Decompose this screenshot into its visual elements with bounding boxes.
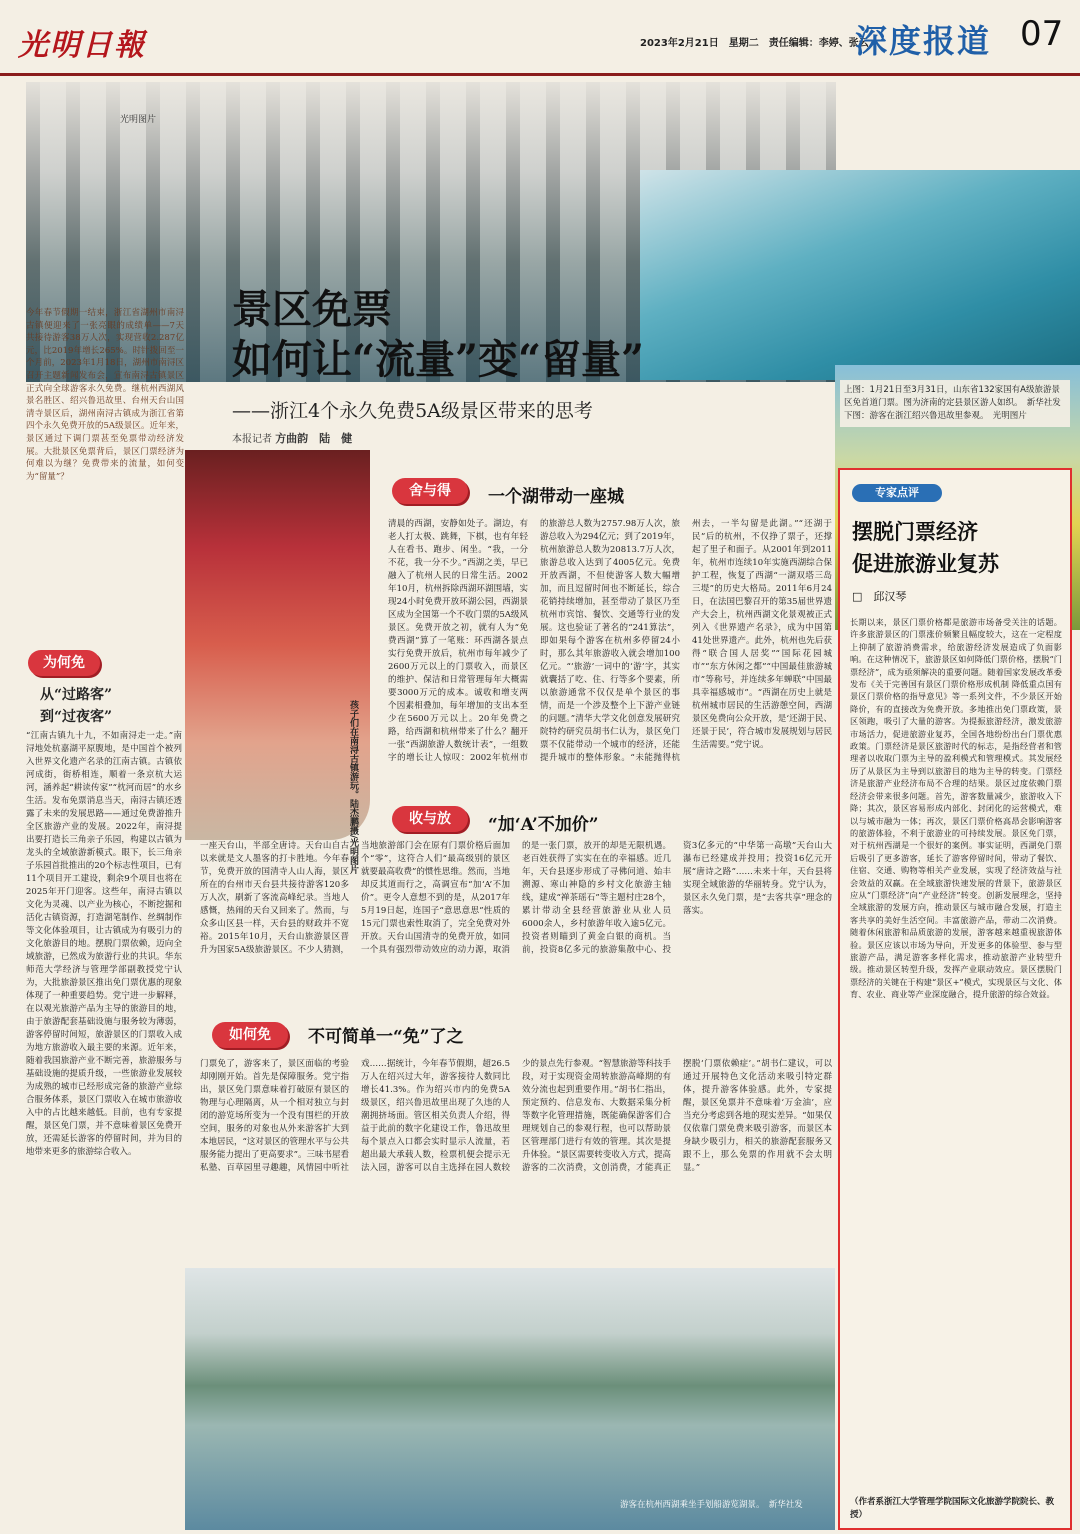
section-heading-why-line2: 到“过夜客” xyxy=(40,709,113,725)
section-heading-add-a: “加‘A’不加价” xyxy=(488,815,599,835)
byline xyxy=(232,430,352,446)
photo-caption-right: 上图：1月21日至3月31日，山东省132家国有A级旅游景区免首道门票。图为济南的定县景区游人如织。 新华社发 下图：游客在浙江绍兴鲁迅故里参观。 光明图片 xyxy=(840,380,1070,427)
kids-photo-caption: 孩子们在南浔古镇游玩。陆杰鹏摄/光明图片 xyxy=(348,700,358,875)
section-badge-why: 为何免 xyxy=(28,650,100,676)
masthead xyxy=(0,0,1080,76)
expert-author: □ 邱汉琴 xyxy=(852,590,907,603)
section-heading-why xyxy=(40,684,190,728)
expert-badge: 专家点评 xyxy=(852,484,942,502)
article-subtitle: ——浙江4个永久免费5A级景区带来的思考 xyxy=(232,400,593,422)
section-text-add-a: 一座天台山，半部全唐诗。天台山自古以来就是文人墨客的打卡胜地。今年春节，免费开放的国清寺人山人海，景区所在的台州市天台县共接待游客120多万人次，刷新了客流高峰纪录。当地人感慨，热闹的天台又回来了。然而，与众多山区县一样，天台县的财政并不宽裕。2015年10月，天台山旅游景区晋升为国家5A级旅游景区。不少人猜测，当地旅游部门会在原有门票价格后面加个“零”，这符合人们“最高级别的景区就要最高收费”的惯性思维。然而，当地却反其道而行之，高调宣布“加‘A’不加价”。更令人意想不到的是，从2017年5月19日起，连国子“意思意思”性质的15元门票也索性取消了，完全免费对外开放。天台山国清寺的免费开放，如同一个具有强烈带动效应的动力源，取消的是一张门票，放开的却是无限机遇。老百姓获得了实实在在的幸福感。近几年，天台县逐步形成了寻佛问道、始丰溯源、寒山神隐的乡村文化旅游主轴线，建成“禅茶瑶石”等主题村庄28个，累计带动全县经营旅游业从业人员6000余人，乡村旅游年收入逾5亿元。投资者则瞄到了黄金白银的商机。当前，投资8亿多元的旅游集散中心、投资3亿多元的“中华第一高墩”天台山大瀑布已经建成并投用；投资16亿元开展“唐诗之路”……未来十年，天台县将实现全域旅游的华丽转身。党宁认为，景区永久免门票，是“去客共享”理念的落实。 xyxy=(200,841,832,955)
section-text-how: 门票免了，游客来了，景区面临的考验却刚刚开始。首先是保障服务。党宁指出，景区免门票意味着打破原有景区的物理与心理隔离，从一个相对独立与封闭的游览场所变为一个没有围栏的开放空间，服务的对象也从外来游客扩大到本地居民，“这对景区的管理水平与公共服务能力提出了更高要求”。三味书屋看私塾、百草园里寻趣趣，风情园中听社戏……据统计，今年春节假期，超26.5万人在绍兴过大年，游客接待人数同比增长41.3%。作为绍兴市内的免费5A级景区，绍兴鲁迅故里出现了久违的人潮拥挤场面。管区相关负责人介绍，得益于此前的数字化建设工作，鲁迅故里每个景点入口都会实时显示人流量，若超出最大承载人数，检票机便会提示无法入园，游客可以自主选择在园人数较少的景点先行参观。“智慧旅游等科技手段，对于实现资金周转旅游高峰期的有效分流也起到重要作用。”胡书仁指出，预定预约、信息发布、大数据采集分析等数字化管理措施，既能确保游客们合理规划自己的参观行程，也可以帮助景区管理部门进行有效的管理。其次是提升体验。“景区需要转变收入方式，提高游客的二次消费，文创消费，才能真正摆脱‘门票依赖症’。”胡书仁建议，可以通过开展特色文化活动来吸引特定群体，提升游客体验感。此外，专家提醒，景区免票并不意味着‘万金油’，应当充分考虑到各地的现实差异。“如果仅仅依靠门票免费来吸引游客，而景区本身缺少吸引力，相关的旅游配套服务又跟不上，那么免票的作用就不会太明显。” xyxy=(200,1059,832,1173)
expert-title-line1: 摆脱门票经济 xyxy=(852,519,978,544)
section-text-why: “江南古镇九十九，不如南浔走一走。”南浔地处杭嘉湖平原腹地，是中国首个被列入世界文化遗产名录的江南古镇。古镇依河成街，街桥相连，顺着一条京杭大运河，涵养起“耕读传家”“枕河而居”的水乡生活。发布免票消息当天，南浔古镇还透露了未来的发展思路——通过免费游推升全区旅游产业的发展。2022年，南浔提出要打造长三角亲子乐园，构建以古镇为龙头的全域旅游新模式。眼下，长三角亲子乐园首批推出的20个标志性项目，已有11个项目开工建设，剩余9个项目也将在2025年开门迎客。这些年，南浔古镇以文化为灵魂、以产业为核心，不断挖掘和活化古镇资源，打造湖笔制作、丝绸制作等文化体验项目，让古镇成为有吸引力的文化旅游目的地。摆脱门票依赖，迈向全域旅游，已然成为旅游行业的共识。华东师范大学经济与管理学部副教授党宁认为，大批旅游景区推出免门票优惠的现象体现了一种重要趋势。党宁进一步解释，在以观光旅游产品为主导的旅游目的地，由于旅游配套基础设施与服务较为薄弱，游客停留时间短，旅游景区的门票收入成为地方旅游收入最主要的来源。近年来，随着我国旅游产业不断完善，旅游服务与基础设施的提质升级，一些旅游业发展较为成熟的城市已经形成完备的旅游产业综合服务体系，景区门票收入在城市旅游收入中的占比越来越低。目前，也有专家提醒，景区免门票，并不意味着景区免费开放，还需延长游客的停留时间，并为目的地带来更多的旅游综合收入。 xyxy=(26,731,182,1157)
section-heading-why-line1: 从“过路客” xyxy=(40,687,113,703)
section-badge-collect-release: 收与放 xyxy=(392,806,468,832)
section-heading-lake: 一个湖带动一座城 xyxy=(488,487,624,507)
section-heading-how: 不可简单一“免”了之 xyxy=(308,1027,464,1047)
expert-body: 长期以来，景区门票价格都是旅游市场备受关注的话题。许多旅游景区的门票涨价频繁且幅度较大，这在一定程度上抑制了旅游消费需求，给旅游经济发展造成了负面影响。在这种情况下，旅游景区如何降低门票价格，摆脱“门票经济”，成为亟须解决的重要问题。随着国家发展改革委发布《关于完善国有景区门票价格形成机制 降低重点国有景区门票价格的指导意见》等一系列文件，不少景区开始降价，有的直接改为免费开放。多地推出免门票政策，景区领跑，吸引了大量的游客。为提振旅游经济，激发旅游市场活力，促进旅游业复苏，全国各地纷纷出台门票优惠政策。门票经济是景区旅游时代的标志，是指经营者和管理者以收取门票为主导的盈利模式和管理模式。其发展经历了从景区为主导到以旅游目的地为主导的转变。门票经济是旅游产业经济布局不合理的结果。景区过度依赖门票经济会带来很多问题。首先，游客数量减少，旅游收入下降；其次，景区容易形成内部化、封闭化的运营模式，难以与城市融为一体；再次，景区门票价格高昂会影响游客的旅游体验，不利于旅游业的可持续发展。景区免门票，对于杭州西湖是一个很好的案例。事实证明，西湖免门票后吸引了更多游客，延长了游客停留时间，带动了餐饮、住宿、交通、购物等相关产业发展，实现了经济效益与社会效益的双赢。在全域旅游快速发展的背景下，旅游景区应从“门票经济”向“产业经济”转变。创新发展理念，坚持全域旅游的发展方向，推动景区与城市融合发展，打造主客共享的美好生活空间。丰富旅游产品，带动二次消费。随着休闲旅游和品质旅游的发展，游客越来越重视旅游体验。景区应该以市场为导向，开发更多的体验型、参与型旅游产品，满足游客多样化需求，推动旅游产业转型升级。推动景区转型升级，发挥产业联动效应。景区摆脱门票经济的关键在于构建“景区+”模式，实现景区与文化、体育、农业、商业等产业深度融合，提升旅游的综合效益。 xyxy=(850,617,1062,1000)
newspaper-logo: 光明日報 xyxy=(18,28,146,63)
expert-title xyxy=(852,516,1062,580)
byline-prefix: 本报记者 xyxy=(232,434,272,445)
expert-title-line2: 促进旅游业复苏 xyxy=(852,551,999,576)
lake-photo-caption: 游客在杭州西湖乘坐手划船游览湖景。 新华社发 xyxy=(620,1500,803,1510)
photo-credit: 光明图片 xyxy=(120,115,157,125)
section-title: 深度报道 xyxy=(855,22,992,60)
article-intro: 今年春节假期一结束，浙江省湖州市南浔古镇便迎来了一张亮眼的成绩单——7天共接待游客38万人次，实现营收2.287亿元，比2019年增长265%。时针拨回至一个月前，2023年1月18日，湖州市南浔区召开主题新闻发布会，宣布南浔古镇景区正式向全球游客永久免费。继杭州西湖风景名胜区、绍兴鲁迅故里、台州天台山国清寺景区后，湖州南浔古镇成为浙江省第四个永久免费开放的5A级景区。近年来，景区通过下调门票甚至免票带动经济发展。大批景区免票背后，景区门票经济为何难以为继？免费带来的流量，如何变为“留量”？ xyxy=(26,308,184,482)
article-title xyxy=(232,285,644,385)
section-text-lake: 清晨的西湖，安静如处子。湖边，有老人打太极、跳舞，下棋，也有年轻人在看书、跑步、闲坐。“我，一分不花，我一分不少。”西湖之美，早已融入了杭州人民的日常生活。2002年10月，杭州拆除西湖环湖围墙，实现24小时免费开放环湖公园，西湖景区成为全国第一个不收门票的5A级风景区。免费开放之初，就有人为“免费西湖”算了一笔账：环西湖各景点实行免费开放后，杭州市每年减少了2600万元以上的门票收入，而景区的维护、保洁和日常管理每年大概需要3000万元的成本。诚收和增支两个因素相叠加，每年增加的支出本至少在5600万元以上。20年免费之路，给西湖和杭州带来了什么？翻开一张“西湖旅游人数统计表”，一组数字的增长让人惊叹：2002年杭州市的旅游总人数为2757.98万人次，旅游总收入为294亿元；到了2019年，杭州旅游总人数为20813.7万人次，旅游总收入达到了4005亿元。免费开放西湖，不但使游客人数大幅增加，而且逗留时间也不断延长，综合花销持续增加，甚至带动了景区乃至杭州市宾馆、餐饮、交通等行业的发展。这也验证了著名的“241算法”，即如果每个游客在杭州多停留24小时，那么其年旅游收入就会增加100亿元。“‘旅游’一词中的‘游’字，其实就囊括了吃、住、行等多个要素，所以旅游通常不仅仅是单个景区的事情，而是一个涉及整个上下游产业链的问题。”清华大学文化创意发展研究院特约研究员胡书仁认为，景区免门票不仅能带动一个城市的经济，还能提升城市的整体形象。“未能抛得杭州去，一半勾留是此湖。”“还湖于民”后的杭州，不仅挣了票子，还撑起了里子和面子。从2001年到2011年，杭州市连续10年实施西湖综合保护工程，恢复了西湖“一湖双塔三岛三堤”的历史大格局。2011年6月24日，在法国巴黎召开的第35届世界遗产大会上，杭州西湖文化景观被正式列入《世界遗产名录》，成为中国第41处世界遗产。此外，杭州也先后获得“联合国人居奖”“国际花园城市”“东方休闲之都”“中国最佳旅游城市”等称号，并连续多年蝉联“中国最具幸福感城市”。“西湖在历史上就是杭州城市居民的生活游憩空间，西湖景区免费向公众开放，是‘还湖于民、还景于民’，符合城市发展规划与居民生活需要。”党宁说。 xyxy=(388,519,832,763)
section-badge-give-take: 舍与得 xyxy=(392,478,468,504)
date-line: 2023年2月21日 星期二 责任编辑：李婷、张云 xyxy=(640,38,869,49)
article-title-line1: 景区免票 xyxy=(232,286,392,333)
article-title-line2: 如何让“流量”变“留量” xyxy=(232,336,645,383)
scenic-water-photo xyxy=(640,170,1080,380)
west-lake-photo xyxy=(185,1268,835,1530)
page-number: 07 xyxy=(1020,14,1064,54)
expert-author-note: （作者系浙江大学管理学院国际文化旅游学院院长、教授） xyxy=(850,1497,1055,1520)
section-badge-how: 如何免 xyxy=(212,1022,288,1048)
byline-names: 方曲韵 陆 健 xyxy=(275,432,353,445)
